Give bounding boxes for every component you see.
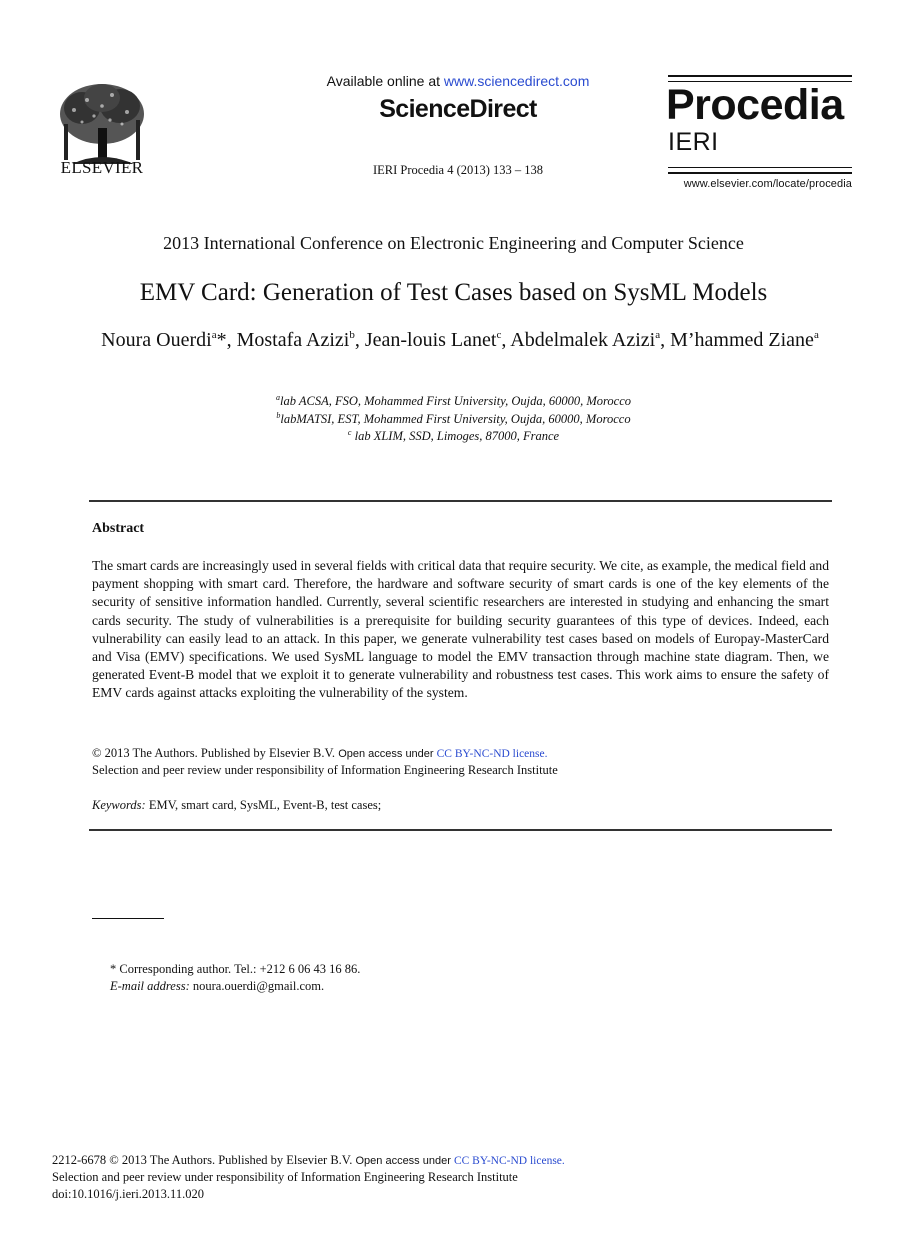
paper-title: EMV Card: Generation of Test Cases based on SysML Models <box>139 279 768 306</box>
affiliation-text: lab XLIM, SSD, Limoges, 87000, France <box>351 429 560 443</box>
affiliation-mark: b <box>276 410 281 420</box>
footer-open-access-label: Open access under <box>355 1155 454 1167</box>
footer-license-link[interactable]: CC BY-NC-ND license. <box>453 1155 565 1167</box>
author-name: M’hammed Ziane <box>670 329 814 351</box>
license-link[interactable]: CC BY-NC-ND license. <box>436 748 548 760</box>
author-list <box>90 327 830 354</box>
conference-name: 2013 International Conference on Electronic Engineering and Computer Science <box>163 233 744 253</box>
affiliation-list <box>100 393 807 446</box>
author-affiliation-mark: b <box>349 329 355 341</box>
ieri-wordmark: IERI <box>668 128 719 156</box>
footer-issn-copyright: 2212-6678 © 2013 The Authors. Published by Elsevier B.V. <box>52 1153 356 1167</box>
affiliation-mark: a <box>275 393 280 402</box>
author-name: Abdelmalek Azizi <box>510 329 656 351</box>
abstract-body: The smart cards are increasingly used in several fields with critical data that require security. We cite, as example, the medical field and payment shopping with smart card. Therefore, the hardware and software security of smart cards is one of the key elements of the security of sensitive information handled. Currently, several scientific researchers are interested in studying and enhancing the smart cards security. The study of vulnerabilities is a prerequisite for building security guarantees of this type of devices. Indeed, each vulnerability can easily lead to an attack. In this paper, we generate vulnerability test cases based on models of Europay-MasterCard and Visa (EMV) specifications. We used SysML language to model the EMV transaction through machine state diagram. Then, we generated Event-B model that we exploit it to generate vulnerability and robustness test cases. This work aims to ensure the safety of EMV cards against attacks exploiting the vulnerability of the system. <box>92 558 829 701</box>
author-separator: , <box>501 329 511 351</box>
corresponding-author-note: * Corresponding author. Tel.: +212 6 06 43 16 86. <box>110 962 361 976</box>
abstract-heading: Abstract <box>92 521 145 536</box>
abstract-top-rule <box>89 500 832 502</box>
author-separator: , <box>660 329 671 351</box>
keywords-line <box>92 798 829 813</box>
email-label: E-mail address: <box>110 979 190 993</box>
footer-peer-review: Selection and peer review under responsibility of Information Engineering Research Institute <box>52 1170 518 1184</box>
author-affiliation-mark: a <box>211 329 217 341</box>
footer-copyright <box>52 1153 565 1168</box>
journal-reference: IERI Procedia 4 (2013) 133 – 138 <box>372 163 544 177</box>
affiliation-text: labMATSI, EST, Mohammed First University, Oujda, 60000, Morocco <box>280 411 631 426</box>
affiliation-item <box>100 428 807 446</box>
keywords-label: Keywords: <box>92 798 146 812</box>
elsevier-wordmark: ELSEVIER <box>60 158 144 177</box>
procedia-bottom-rule-thin <box>668 167 852 168</box>
open-access-label: Open access under <box>338 748 437 760</box>
procedia-url-link[interactable]: www.elsevier.com/locate/procedia <box>683 178 852 190</box>
author-name: Noura Ouerdi <box>101 329 212 351</box>
author-affiliation-mark: a <box>655 329 661 341</box>
affiliation-item <box>100 393 807 411</box>
abstract-bottom-rule <box>89 829 832 831</box>
sciencedirect-logo-text: ScienceDirect <box>379 95 537 123</box>
copyright-line <box>92 745 829 763</box>
footnote-rule <box>92 918 164 919</box>
procedia-bottom-rule <box>668 172 852 174</box>
affiliation-item <box>100 411 807 429</box>
author-affiliation-mark: a <box>813 329 819 341</box>
author-name: Jean-louis Lanet <box>364 329 497 351</box>
author-affiliation-mark: c <box>496 329 502 341</box>
affiliation-text: lab ACSA, FSO, Mohammed First University, Oujda, 60000, Morocco <box>279 394 631 408</box>
peer-review-statement: Selection and peer review under responsibility of Information Engineering Research Institute <box>92 763 558 777</box>
email-line <box>110 979 324 994</box>
author-name: Mostafa Azizi <box>236 329 350 351</box>
author-separator: , <box>354 329 365 351</box>
corresponding-mark: *, <box>216 329 237 351</box>
procedia-wordmark: Procedia <box>666 81 844 129</box>
email-address[interactable]: noura.ouerdi@gmail.com. <box>189 979 325 993</box>
sciencedirect-url-link[interactable]: www.sciencedirect.com <box>443 73 590 89</box>
copyright-text: © 2013 The Authors. Published by Elsevier B.V. <box>92 746 339 760</box>
keywords-text: EMV, smart card, SysML, Event-B, test cases; <box>145 798 382 812</box>
procedia-top-rule <box>668 75 852 77</box>
available-online-line <box>230 73 686 89</box>
available-prefix: Available online at <box>326 73 444 89</box>
footer-doi[interactable]: doi:10.1016/j.ieri.2013.11.020 <box>52 1187 204 1201</box>
affiliation-mark: c <box>347 428 352 437</box>
